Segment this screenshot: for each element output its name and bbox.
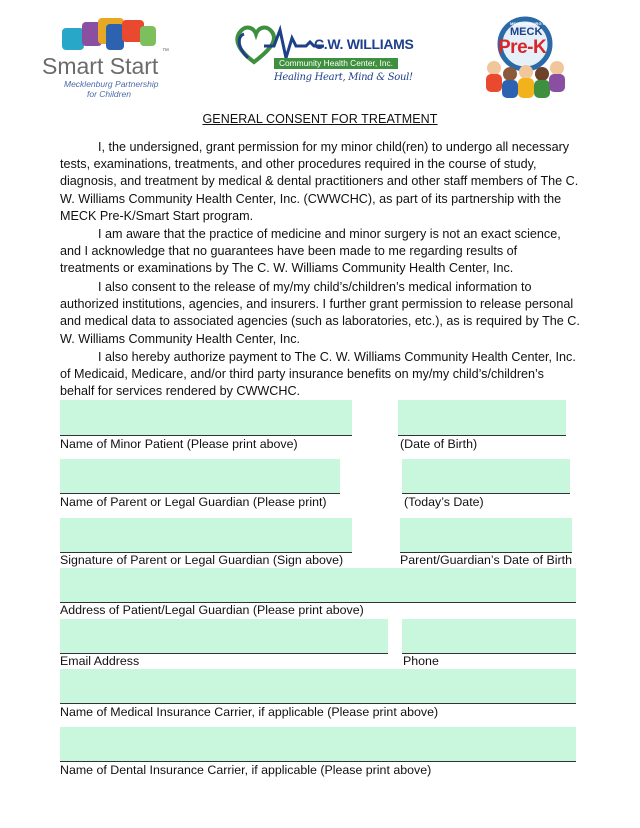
- prek-line2: Pre-K: [498, 37, 547, 58]
- consent-paragraph-2: [60, 226, 580, 278]
- paragraph-3-text: I also consent to the release of my/my child’s/children’s medical information to authorized institutions, agencies, and insurers. I further grant permission to release personal and medical data to associated agencies (such as laboratories, etc.), as is required by The C. W. Williams Community Health Center, Inc.: [60, 280, 580, 346]
- smart-start-blocks-icon: [62, 18, 172, 54]
- guardian-signature-input[interactable]: [60, 518, 352, 553]
- phone-input[interactable]: [402, 619, 576, 654]
- guardian-signature-label: Signature of Parent or Legal Guardian (Sign above): [60, 553, 344, 567]
- smart-start-sub2: for Children: [87, 89, 131, 99]
- email-input[interactable]: [60, 619, 388, 654]
- email-label: Email Address: [60, 654, 140, 668]
- guardian-dob-input[interactable]: [400, 518, 572, 553]
- cw-williams-tagline: Healing Heart, Mind & Soul!: [274, 72, 413, 83]
- dental-insurance-label: Name of Dental Insurance Carrier, if applicable (Please print above): [60, 763, 432, 777]
- smart-start-name: Smart Start: [42, 53, 159, 79]
- smart-start-logo: [40, 18, 180, 98]
- phone-label: Phone: [403, 654, 439, 668]
- guardian-name-input[interactable]: [60, 459, 340, 494]
- paragraph-2-text: I am aware that the practice of medicine and minor surgery is not an exact science, and I acknowledge that no guarantees have been made to me regarding results of treatments or examinations by The C. W. Williams Community Health Center, Inc.: [60, 227, 561, 276]
- cw-williams-name: C.W. WILLIAMS: [314, 36, 414, 52]
- cw-williams-sub: Community Health Center, Inc.: [274, 58, 398, 69]
- guardian-dob-label: Parent/Guardian’s Date of Birth: [400, 553, 572, 567]
- todays-date-label: (Today’s Date): [404, 495, 484, 509]
- minor-name-input[interactable]: [60, 400, 352, 436]
- address-input[interactable]: [60, 568, 576, 603]
- medical-insurance-label: Name of Medical Insurance Carrier, if applicable (Please print above): [60, 705, 439, 719]
- smart-start-tm: ™: [162, 48, 169, 55]
- meck-prek-logo: [482, 16, 568, 106]
- address-label: Address of Patient/Legal Guardian (Please print above): [60, 603, 364, 617]
- consent-paragraph-4: [60, 349, 580, 401]
- minor-dob-label: (Date of Birth): [400, 437, 478, 451]
- consent-paragraph-1: [60, 139, 580, 225]
- document-title: GENERAL CONSENT FOR TREATMENT: [202, 112, 438, 126]
- prek-ring-text: MECKLENBURG COUNTY: [510, 21, 560, 26]
- smart-start-sub1: Mecklenburg Partnership: [64, 79, 159, 89]
- minor-dob-input[interactable]: [398, 400, 566, 436]
- todays-date-input[interactable]: [402, 459, 570, 494]
- minor-name-label: Name of Minor Patient (Please print above): [60, 437, 298, 451]
- paragraph-1-text: I, the undersigned, grant permission for my minor child(ren) to undergo all necessary tests, examinations, treatments, and other procedures required in the course of study, diagnosis, and treatment by medical & dental practitioners and other staff members of The C. W. Williams Community Health Center, Inc. (CWWCHC), as part of its partnership with the MECK Pre-K/Smart Start program.: [60, 140, 579, 223]
- guardian-name-label: Name of Parent or Legal Guardian (Please print): [60, 495, 327, 509]
- prek-line1: MECK: [510, 26, 543, 38]
- dental-insurance-input[interactable]: [60, 727, 576, 762]
- cw-williams-logo: [234, 22, 414, 94]
- consent-paragraph-3: [60, 279, 580, 348]
- paragraph-4-text: I also hereby authorize payment to The C. W. Williams Community Health Center, Inc. of Medicaid, Medicare, and/or third party insurance benefits on my/my child’s/children’s behalf for services rendered by CWWCHC.: [60, 350, 576, 399]
- medical-insurance-input[interactable]: [60, 669, 576, 704]
